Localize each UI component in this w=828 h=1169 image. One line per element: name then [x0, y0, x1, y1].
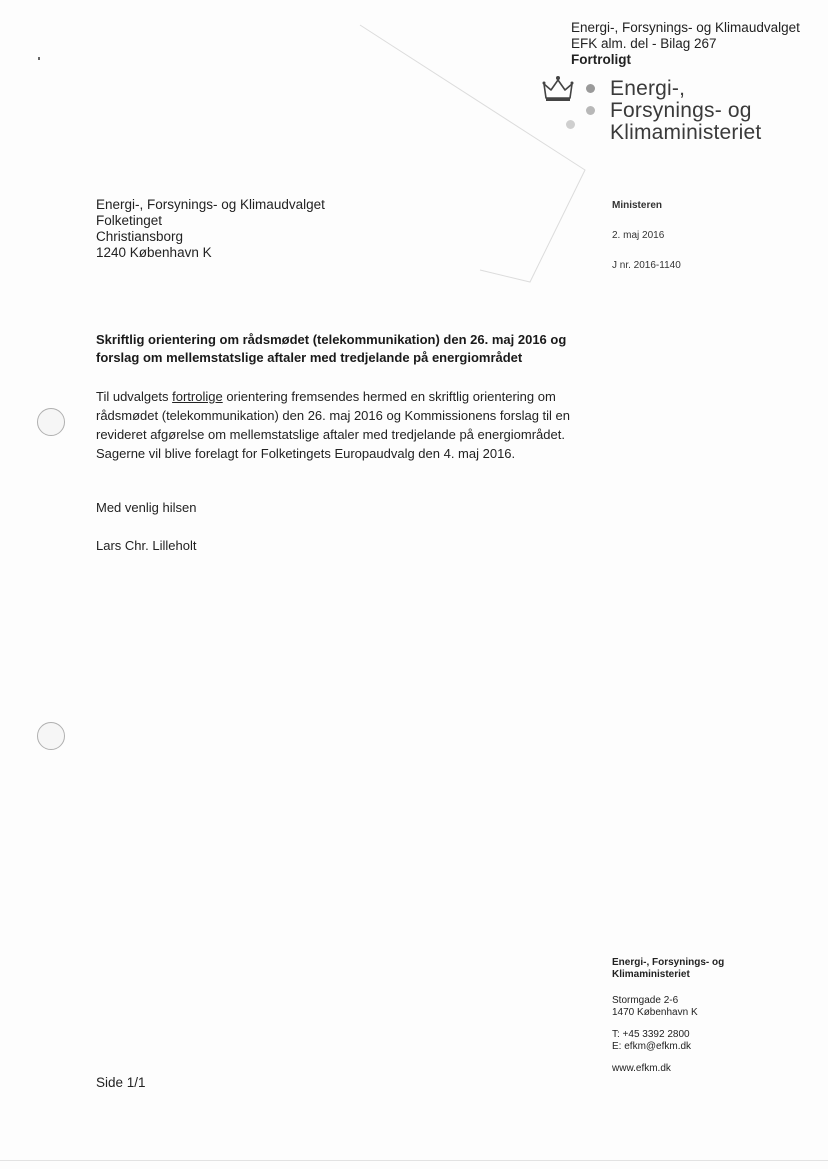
signature-name: Lars Chr. Lilleholt	[96, 538, 197, 553]
closing-greeting: Med venlig hilsen	[96, 500, 197, 515]
logo-text-line-3: Klimaministeriet	[610, 121, 762, 144]
footer-website: www.efkm.dk	[612, 1063, 671, 1074]
classification-label: Fortroligt	[571, 52, 631, 67]
sender-role: Ministeren	[612, 200, 663, 211]
journal-number: J nr. 2016-1140	[612, 260, 681, 271]
page-number: Side 1/1	[96, 1075, 146, 1090]
confidential-word: fortrolige	[172, 389, 223, 404]
footer-phone: T: +45 3392 2800	[612, 1029, 690, 1040]
footer-email: E: efkm@efkm.dk	[612, 1041, 692, 1052]
logo-text-line-1: Energi-,	[610, 77, 686, 100]
logo-dot-3	[566, 120, 575, 129]
footer-city: 1470 København K	[612, 1007, 698, 1018]
footer-org-line-2: Klimaministeriet	[612, 969, 690, 980]
letter-date: 2. maj 2016	[612, 230, 665, 241]
crown-icon	[540, 74, 576, 104]
recipient-city: 1240 København K	[96, 245, 212, 260]
recipient-org: Folketinget	[96, 213, 163, 228]
body-line-4: Sagerne vil blive forelagt for Folketingets Europaudvalg den 4. maj 2016.	[96, 446, 516, 461]
body-line-3: revideret afgørelse om mellemstatslige aftaler med tredjelande på energiområdet.	[96, 427, 565, 442]
committee-name: Energi-, Forsynings- og Klimaudvalget	[571, 20, 800, 35]
punch-hole-bottom	[37, 722, 65, 750]
reference-number: EFK alm. del - Bilag 267	[571, 36, 717, 51]
body-line-1-prefix: Til udvalgets	[96, 389, 169, 404]
logo-text-line-2: Forsynings- og	[610, 99, 752, 122]
letter-subject	[96, 331, 566, 367]
ministry-logo	[540, 74, 800, 144]
footer-org-line-1: Energi-, Forsynings- og	[612, 957, 725, 968]
recipient-name: Energi-, Forsynings- og Klimaudvalget	[96, 197, 325, 212]
footer-street: Stormgade 2-6	[612, 995, 679, 1006]
letter-body	[96, 387, 570, 463]
document-header	[571, 20, 800, 68]
body-line-1-suffix: orientering fremsendes hermed en skriftlig orientering om	[226, 389, 556, 404]
scan-speck	[38, 57, 40, 60]
subject-line-1: Skriftlig orientering om rådsmødet (telekommunikation) den 26. maj 2016 og	[96, 332, 567, 347]
subject-line-2: forslag om mellemstatslige aftaler med tredjelande på energiområdet	[96, 350, 523, 365]
logo-dot-2	[586, 106, 595, 115]
scan-fold-line	[350, 20, 600, 290]
recipient-building: Christiansborg	[96, 229, 184, 244]
body-line-2: rådsmødet (telekommunikation) den 26. maj 2016 og Kommissionens forslag til en	[96, 408, 571, 423]
scan-bottom-edge	[0, 1160, 828, 1161]
recipient-address	[96, 197, 325, 261]
body-line-1	[96, 387, 570, 406]
punch-hole-top	[37, 408, 65, 436]
logo-dot-1	[586, 84, 595, 93]
footer-contact	[612, 957, 724, 1075]
